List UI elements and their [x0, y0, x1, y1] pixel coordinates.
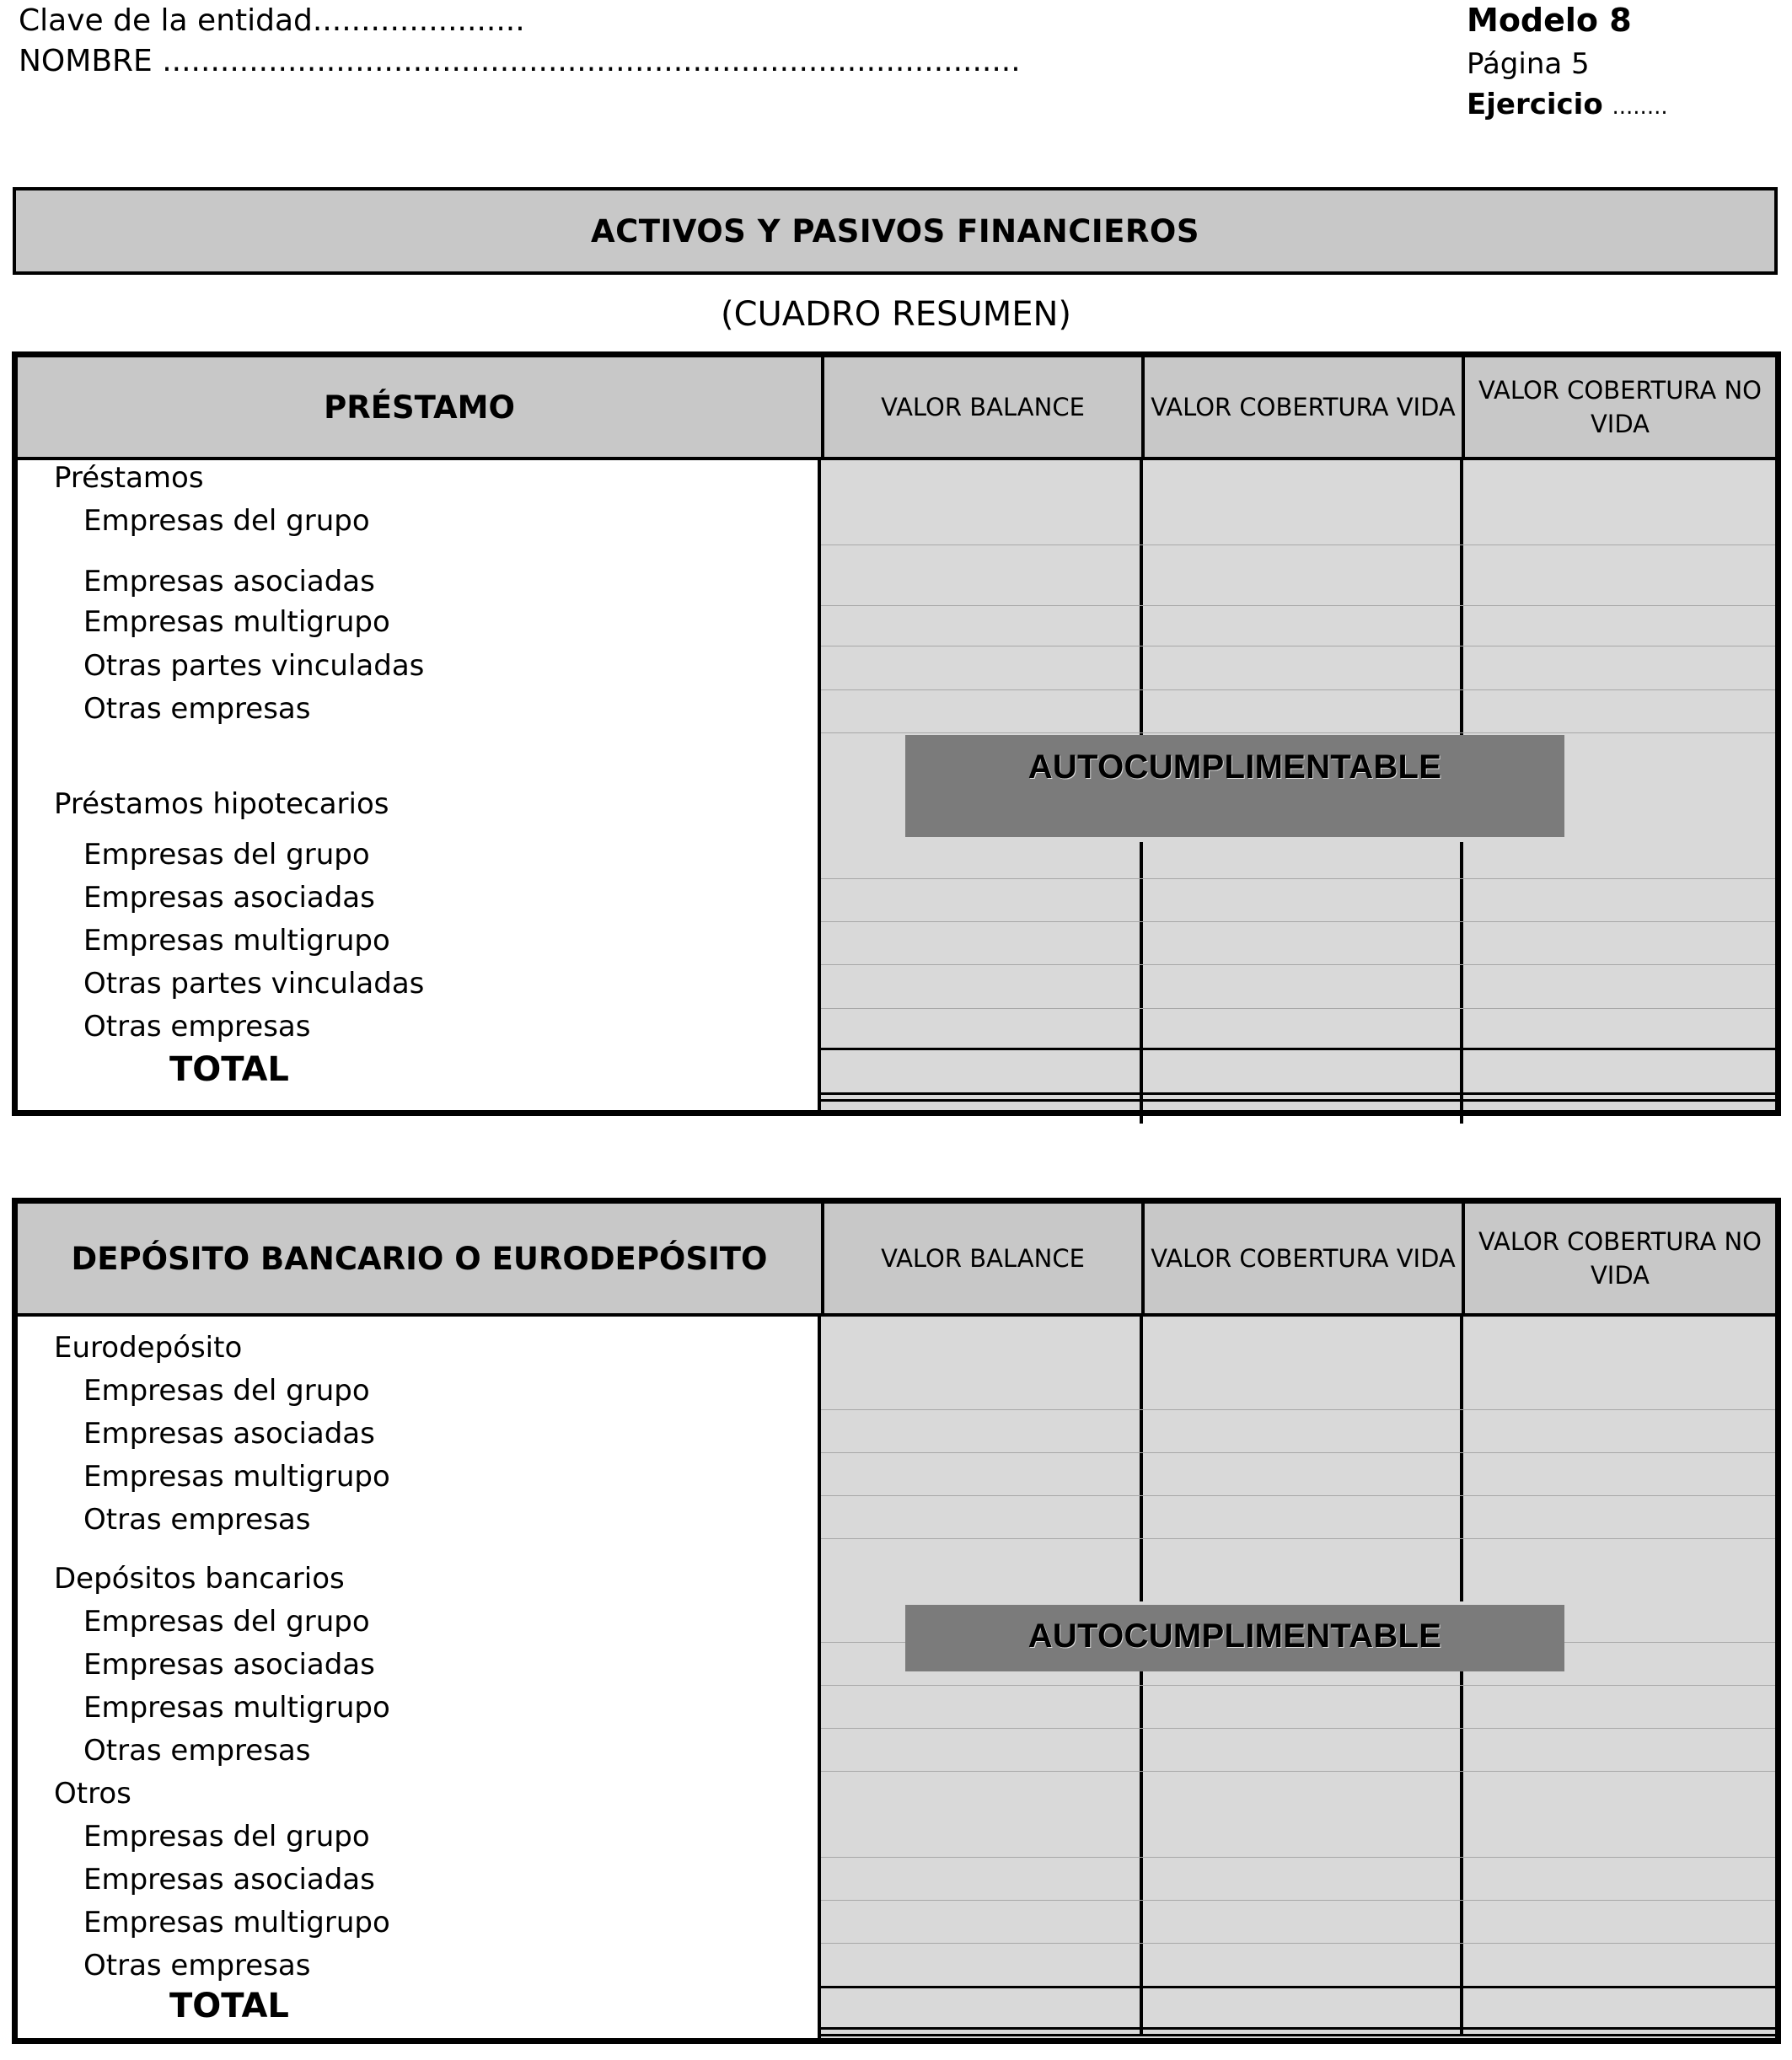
page-title	[13, 187, 1778, 275]
page-subtitle: (CUADRO RESUMEN)	[720, 295, 1071, 334]
row-label: Empresas del grupo	[83, 838, 370, 872]
exercise-field	[1467, 88, 1668, 121]
row-label: Otras empresas	[83, 1010, 311, 1043]
row-label: Empresas del grupo	[83, 1605, 370, 1639]
row-label: Empresas asociadas	[83, 565, 375, 598]
col-valor-cobertura-no-vida: VALOR COBERTURA NO VIDA	[1462, 1204, 1775, 1313]
row-label: Otros	[54, 1777, 131, 1811]
entity-key-field: Clave de la entidad......................	[19, 3, 525, 38]
row-label: Empresas del grupo	[83, 504, 370, 538]
row-label: Otras empresas	[83, 1949, 311, 1982]
page-title-text: ACTIVOS Y PASIVOS FINANCIEROS	[590, 212, 1200, 249]
row-label: Empresas del grupo	[83, 1374, 370, 1408]
total-label: TOTAL	[169, 1050, 289, 1089]
deposits-table-header	[18, 1204, 1775, 1317]
row-label: Empresas multigrupo	[83, 1460, 390, 1494]
col-valor-balance: VALOR BALANCE	[821, 1204, 1141, 1313]
exercise-label: Ejercicio	[1467, 88, 1603, 121]
deposits-table	[12, 1198, 1781, 2044]
loans-table	[12, 351, 1781, 1116]
entity-name-field: NOMBRE .........................................................................................	[19, 44, 1021, 78]
row-label: Empresas asociadas	[83, 881, 375, 915]
total-label: TOTAL	[169, 1987, 289, 2025]
col-valor-cobertura-vida: VALOR COBERTURA VIDA	[1141, 357, 1462, 457]
row-label: Empresas multigrupo	[83, 1691, 390, 1725]
autocumplimentable-banner: AUTOCUMPLIMENTABLE	[905, 735, 1564, 837]
col-valor-balance: VALOR BALANCE	[821, 357, 1141, 457]
loans-table-heading: PRÉSTAMO	[324, 389, 515, 426]
row-label: Empresas multigrupo	[83, 1906, 390, 1939]
row-label: Empresas del grupo	[83, 1820, 370, 1853]
row-label: Otras partes vinculadas	[83, 649, 425, 683]
row-label: Préstamos hipotecarios	[54, 787, 389, 821]
row-label: Empresas asociadas	[83, 1863, 375, 1896]
deposits-table-heading: DEPÓSITO BANCARIO O EURODEPÓSITO	[71, 1240, 768, 1277]
row-label: Depósitos bancarios	[54, 1562, 345, 1596]
row-label: Empresas multigrupo	[83, 605, 390, 639]
model-label: Modelo 8	[1467, 2, 1632, 39]
page-label: Página 5	[1467, 47, 1590, 81]
row-label: Eurodepósito	[54, 1331, 243, 1365]
row-label: Empresas multigrupo	[83, 924, 390, 958]
exercise-dots: ........	[1612, 94, 1668, 120]
row-label: Otras partes vinculadas	[83, 967, 425, 1000]
col-valor-cobertura-vida: VALOR COBERTURA VIDA	[1141, 1204, 1462, 1313]
row-label: Empresas asociadas	[83, 1648, 375, 1682]
col-valor-cobertura-no-vida: VALOR COBERTURA NO VIDA	[1462, 357, 1775, 457]
row-label: Préstamos	[54, 461, 204, 495]
row-label: Otras empresas	[83, 692, 311, 726]
autocumplimentable-banner: AUTOCUMPLIMENTABLE	[905, 1605, 1564, 1671]
loans-table-header	[18, 357, 1775, 460]
deposits-value-grid	[821, 1317, 1775, 2038]
row-label: Empresas asociadas	[83, 1417, 375, 1451]
row-label: Otras empresas	[83, 1734, 311, 1768]
row-label: Otras empresas	[83, 1503, 311, 1537]
